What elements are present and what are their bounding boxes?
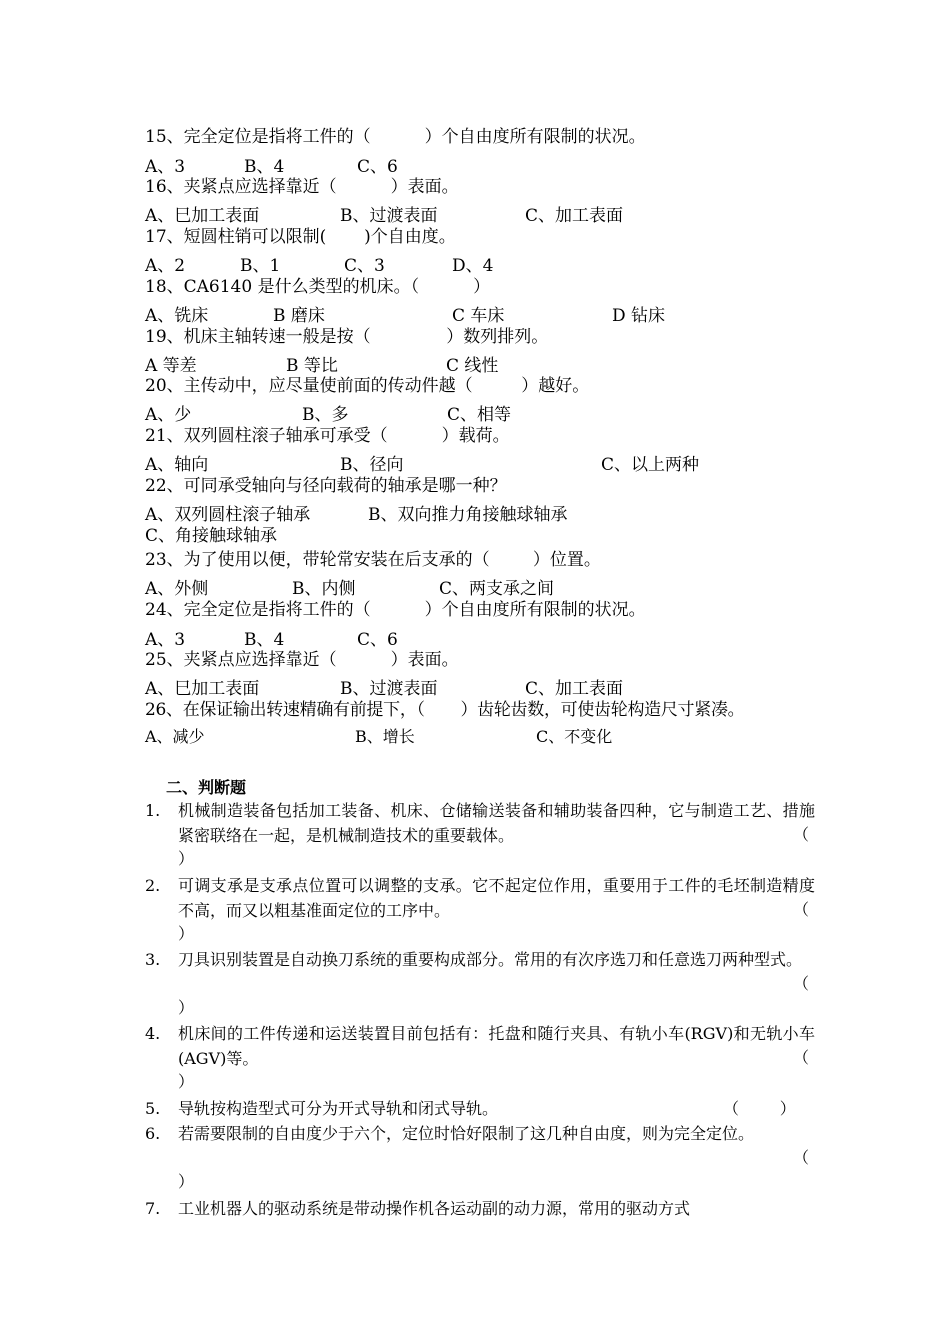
option: C、6: [357, 630, 398, 650]
item-text: 若需要限制的自由度少于六个，定位时恰好限制了这几种自由度，则为完全定位。: [178, 1124, 755, 1143]
answer-paren: （ ）: [723, 1099, 796, 1118]
question-24: 24、完全定位是指将工件的（ ）个自由度所有限制的状况。: [145, 600, 646, 620]
question-25: 25、夹紧点应选择靠近（ ）表面。: [145, 650, 459, 670]
answer-paren-open: （: [793, 1048, 810, 1067]
judge-item-7: [145, 1197, 815, 1221]
answer-paren-close: ）: [178, 998, 195, 1017]
question-17: 17、短圆柱销可以限制( )个自由度。: [145, 227, 456, 247]
item-number: 4.: [145, 1024, 161, 1043]
question-22-option-c: C、角接触球轴承: [145, 526, 278, 546]
answer-paren-open: （: [793, 900, 810, 919]
question-26: 26、在保证输出转速精确有前提下，（ ）齿轮齿数，可使齿轮构造尺寸紧凑。: [145, 700, 745, 720]
question-15: 15、完全定位是指将工件的（ ）个自由度所有限制的状况。: [145, 127, 646, 147]
option: A、巳加工表面: [145, 206, 260, 226]
option: A、轴向: [145, 455, 209, 475]
option: C 线性: [446, 356, 499, 376]
question-21: 21、双列圆柱滚子轴承可承受（ ）载荷。: [145, 426, 510, 446]
answer-paren-close: ）: [178, 849, 195, 868]
option: A、双列圆柱滚子轴承: [145, 505, 311, 525]
item-text: 机床间的工件传递和运送装置目前包括有：托盘和随行夹具、有轨小车(RGV)和无轨小车(AGV)等。: [178, 1024, 815, 1068]
option: C、以上两种: [601, 455, 700, 475]
item-number: 5.: [145, 1099, 161, 1118]
section-heading: 二、判断题: [166, 778, 247, 797]
option: B、过渡表面: [340, 206, 438, 226]
item-number: 7.: [145, 1199, 161, 1218]
item-number: 6.: [145, 1124, 161, 1143]
option: B、多: [302, 405, 349, 425]
option: C、加工表面: [525, 206, 624, 226]
option: C、6: [357, 157, 398, 177]
option: B、增长: [355, 727, 415, 746]
option: B、径向: [340, 455, 404, 475]
option: B、双向推力角接触球轴承: [368, 505, 568, 525]
option: B 等比: [286, 356, 338, 376]
answer-paren-close: ）: [178, 924, 195, 943]
judge-item-1: [145, 799, 815, 871]
option: C 车床: [452, 306, 505, 326]
option: B、过渡表面: [340, 679, 438, 699]
option: A、3: [145, 157, 186, 177]
option: B、1: [240, 256, 281, 276]
question-20: 20、主传动中，应尽量使前面的传动件越（ ）越好。: [145, 376, 590, 396]
option: C、加工表面: [525, 679, 624, 699]
answer-paren-open: （: [793, 1148, 810, 1167]
item-text: 刀具识别装置是自动换刀系统的重要构成部分。常用的有次序选刀和任意选刀两种型式。: [178, 950, 803, 969]
item-text: 导轨按构造型式可分为开式导轨和闭式导轨。: [178, 1099, 499, 1118]
option: C、3: [344, 256, 385, 276]
option: B、4: [244, 630, 285, 650]
option: D、4: [452, 256, 494, 276]
answer-paren-close: ）: [178, 1072, 195, 1091]
option: B、4: [244, 157, 285, 177]
question-16: 16、夹紧点应选择靠近（ ）表面。: [145, 177, 459, 197]
item-number: 2.: [145, 876, 161, 895]
judge-item-2: [145, 874, 815, 946]
option: A、减少: [145, 727, 205, 746]
judge-item-5: [145, 1097, 815, 1121]
option: A、2: [145, 256, 186, 276]
item-text: 工业机器人的驱动系统是带动操作机各运动副的动力源，常用的驱动方式: [178, 1199, 691, 1218]
answer-paren-open: （: [793, 974, 810, 993]
option: A、铣床: [145, 306, 209, 326]
option: C、两支承之间: [439, 579, 555, 599]
judge-item-4: [145, 1022, 815, 1094]
option: A、外侧: [145, 579, 209, 599]
answer-paren-open: （: [793, 825, 810, 844]
option: A、少: [145, 405, 192, 425]
question-22: 22、可同承受轴向与径向载荷的轴承是哪一种？: [145, 476, 507, 496]
option: A、巳加工表面: [145, 679, 260, 699]
answer-paren-close: ）: [178, 1172, 195, 1191]
question-18: 18、CA6140 是什么类型的机床。（ ）: [145, 277, 491, 297]
question-19: 19、机床主轴转速一般是按（ ）数列排列。: [145, 327, 549, 347]
option: A、3: [145, 630, 186, 650]
option: A 等差: [145, 356, 197, 376]
judge-item-3: [145, 948, 815, 1020]
question-23: 23、为了使用以便，带轮常安装在后支承的（ ）位置。: [145, 550, 601, 570]
item-text: 机械制造装备包括加工装备、机床、仓储输送装备和辅助装备四种，它与制造工艺、措施紧密联络在一起，是机械制造技术的重要载体。: [178, 801, 815, 845]
option: C、不变化: [536, 727, 613, 746]
option: D 钻床: [612, 306, 666, 326]
option: C、相等: [447, 405, 512, 425]
item-number: 3.: [145, 950, 161, 969]
item-text: 可调支承是支承点位置可以调整的支承。它不起定位作用，重要用于工件的毛坯制造精度不高，而又以粗基准面定位的工序中。: [178, 876, 815, 920]
option: B 磨床: [273, 306, 325, 326]
item-number: 1.: [145, 801, 161, 820]
judge-item-6: [145, 1122, 815, 1194]
option: B、内侧: [292, 579, 356, 599]
